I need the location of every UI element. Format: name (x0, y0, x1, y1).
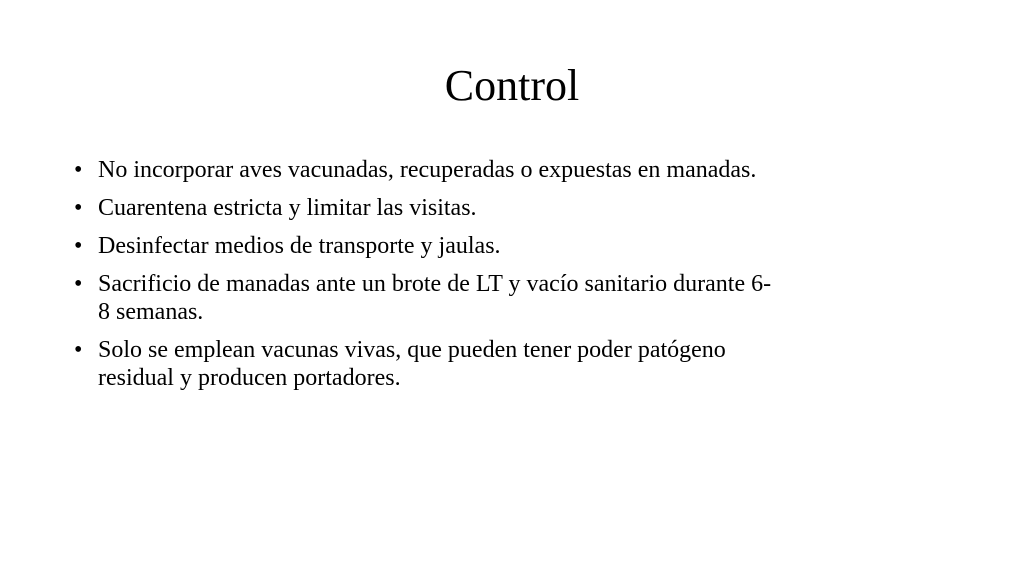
slide-title: Control (444, 61, 580, 110)
bullet-text: No incorporar aves vacunadas, recuperadas o expuestas en manadas. (98, 157, 757, 183)
bullet-list (74, 156, 954, 402)
bullet-dot-icon: • (74, 337, 83, 363)
bullet-dot-icon: • (74, 195, 83, 221)
bullet-text-line-1: Solo se emplean vacunas vivas, que pueden tener poder patógeno (98, 337, 726, 363)
bullet-item (74, 336, 954, 392)
bullet-text-line-1: Sacrificio de manadas ante un brote de LT y vacío sanitario durante 6- (98, 271, 772, 297)
bullet-dot-icon: • (74, 233, 83, 259)
bullet-text-line-2: residual y producen portadores. (98, 365, 401, 391)
bullet-text-line-2: 8 semanas. (98, 299, 204, 325)
bullet-item (74, 194, 954, 222)
bullet-text: Cuarentena estricta y limitar las visitas. (98, 195, 477, 221)
bullet-item (74, 156, 954, 184)
bullet-dot-icon: • (74, 157, 83, 183)
bullet-text: Desinfectar medios de transporte y jaulas. (98, 233, 501, 259)
bullet-dot-icon: • (74, 271, 83, 297)
bullet-item (74, 270, 954, 326)
bullet-item (74, 232, 954, 260)
